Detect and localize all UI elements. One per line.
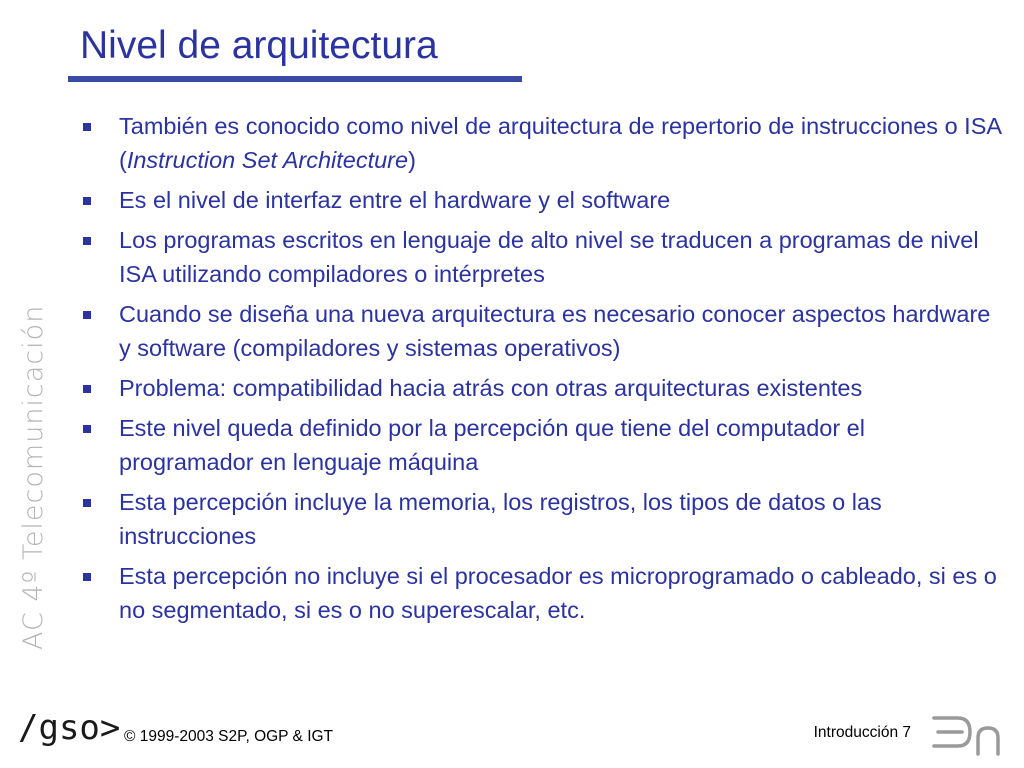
bullet-text: Este nivel queda definido por la percepción que tiene del computador el programador en lenguaje máquina <box>119 415 865 475</box>
bullet-item <box>76 183 1006 217</box>
bullet-text-italic: Instruction Set Architecture <box>126 147 409 173</box>
bullet-square-icon <box>83 237 91 245</box>
bullet-square-icon <box>83 123 91 131</box>
slide-title: Nivel de arquitectura <box>80 24 438 67</box>
dn-logo-icon <box>928 708 1008 758</box>
bullet-text: Cuando se diseña una nueva arquitectura es necesario conocer aspectos hardware y software (compiladores y sistemas operativos) <box>119 301 991 361</box>
bullet-item <box>76 371 1006 405</box>
bullet-item <box>76 109 1006 177</box>
bullet-item <box>76 485 1006 553</box>
bullet-text: Esta percepción no incluye si el procesador es microprogramado o cableado, si es o no segmentado, si es o no superescalar, etc. <box>119 563 997 623</box>
bullet-text: Los programas escritos en lenguaje de alto nivel se traducen a programas de nivel ISA utilizando compiladores o intérpretes <box>119 227 979 287</box>
page-label: Introducción 7 <box>813 724 911 741</box>
bullet-square-icon <box>83 573 91 581</box>
bullet-square-icon <box>83 197 91 205</box>
bullet-square-icon <box>83 311 91 319</box>
copyright-text: © 1999-2003 S2P, OGP & IGT <box>124 728 334 745</box>
bullet-square-icon <box>83 499 91 507</box>
bullet-item <box>76 411 1006 479</box>
bullet-text: Esta percepción incluye la memoria, los registros, los tipos de datos o las instrucciones <box>119 489 882 549</box>
bullet-text: También es conocido como nivel de arquitectura de repertorio de instrucciones o ISA ( <box>119 113 1001 173</box>
bullet-text: ) <box>408 147 416 173</box>
title-underline <box>68 76 522 82</box>
bullet-item <box>76 223 1006 291</box>
gso-logo: /gso> <box>18 708 121 748</box>
bullet-text: Problema: compatibilidad hacia atrás con otras arquitecturas existentes <box>119 375 863 401</box>
side-label: AC 4º Telecomunicación <box>18 304 49 650</box>
bullet-list <box>76 109 1006 633</box>
bullet-text: Es el nivel de interfaz entre el hardware y el software <box>119 187 671 213</box>
bullet-item <box>76 559 1006 627</box>
bullet-square-icon <box>83 385 91 393</box>
bullet-item <box>76 297 1006 365</box>
bullet-square-icon <box>83 425 91 433</box>
